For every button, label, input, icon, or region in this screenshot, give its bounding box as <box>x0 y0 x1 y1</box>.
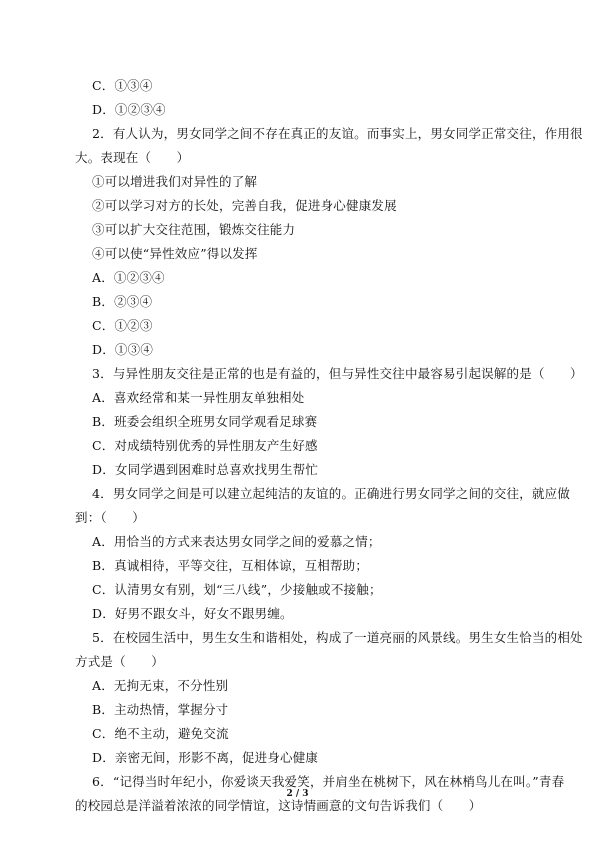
statement-line: ④可以使“异性效应”得以发挥 <box>92 246 258 261</box>
question-line-continued: 到：（ ） <box>75 510 145 525</box>
question-line: 2．有人认为，男女同学之间不存在真正的友谊。而事实上，男女同学正常交往，作用很 <box>92 126 583 141</box>
question-line: 3．与异性朋友交往是正常的也是有益的，但与异性交往中最容易引起误解的是（ ） <box>92 366 583 381</box>
statement-line: ②可以学习对方的长处，完善自我，促进身心健康发展 <box>92 198 397 213</box>
option-line: A．用恰当的方式来表达男女同学之间的爱慕之情； <box>92 534 381 549</box>
option-line: A．喜欢经常和某一异性朋友单独相处 <box>92 390 305 405</box>
option-line: C．①②③ <box>92 318 153 333</box>
statement-line: ③可以扩大交往范围，锻炼交往能力 <box>92 222 296 237</box>
question-line-continued: 大。表现在（ ） <box>75 150 190 165</box>
option-line: B．主动热情，掌握分寸 <box>92 702 229 717</box>
question-line: 5．在校园生活中，男生女生和谐相处，构成了一道亮丽的风景线。男生女生恰当的相处 <box>92 630 583 645</box>
option-line: D．①③④ <box>92 342 154 357</box>
option-line: D．好男不跟女斗，好女不跟男缠。 <box>92 606 293 621</box>
option-line: B．班委会组织全班男女同学观看足球赛 <box>92 414 318 429</box>
question-line: 6．“记得当时年纪小，你爱谈天我爱笑，并肩坐在桃树下，风在林梢鸟儿在叫。”青春 <box>92 774 565 789</box>
option-line: C．对成绩特别优秀的异性朋友产生好感 <box>92 438 318 453</box>
option-line: C．绝不主动，避免交流 <box>92 726 229 741</box>
question-line: 4．男女同学之间是可以建立起纯洁的友谊的。正确进行男女同学之间的交往，就应做 <box>92 486 571 501</box>
page-number: 2 / 3 <box>286 789 309 799</box>
option-line: D．亲密无间，形影不离，促进身心健康 <box>92 750 319 765</box>
question-line-continued: 方式是（ ） <box>75 654 164 669</box>
option-line: C．①③④ <box>92 78 153 93</box>
option-line: A．无拘无束，不分性别 <box>92 678 229 693</box>
option-line: D．女同学遇到困难时总喜欢找男生帮忙 <box>92 462 319 477</box>
option-line: C．认清男女有别，划“三八线”，少接触或不接触； <box>92 582 382 597</box>
statement-line: ①可以增进我们对异性的了解 <box>92 174 258 189</box>
question-line-continued: 的校园总是洋溢着浓浓的同学情谊，这诗情画意的文句告诉我们（ ） <box>75 798 482 813</box>
option-line: D．①②③④ <box>92 102 166 117</box>
option-line: B．②③④ <box>92 294 153 309</box>
option-line: B．真诚相待，平等交往，互相体谅，互相帮助； <box>92 558 369 573</box>
option-line: A．①②③④ <box>92 270 165 285</box>
